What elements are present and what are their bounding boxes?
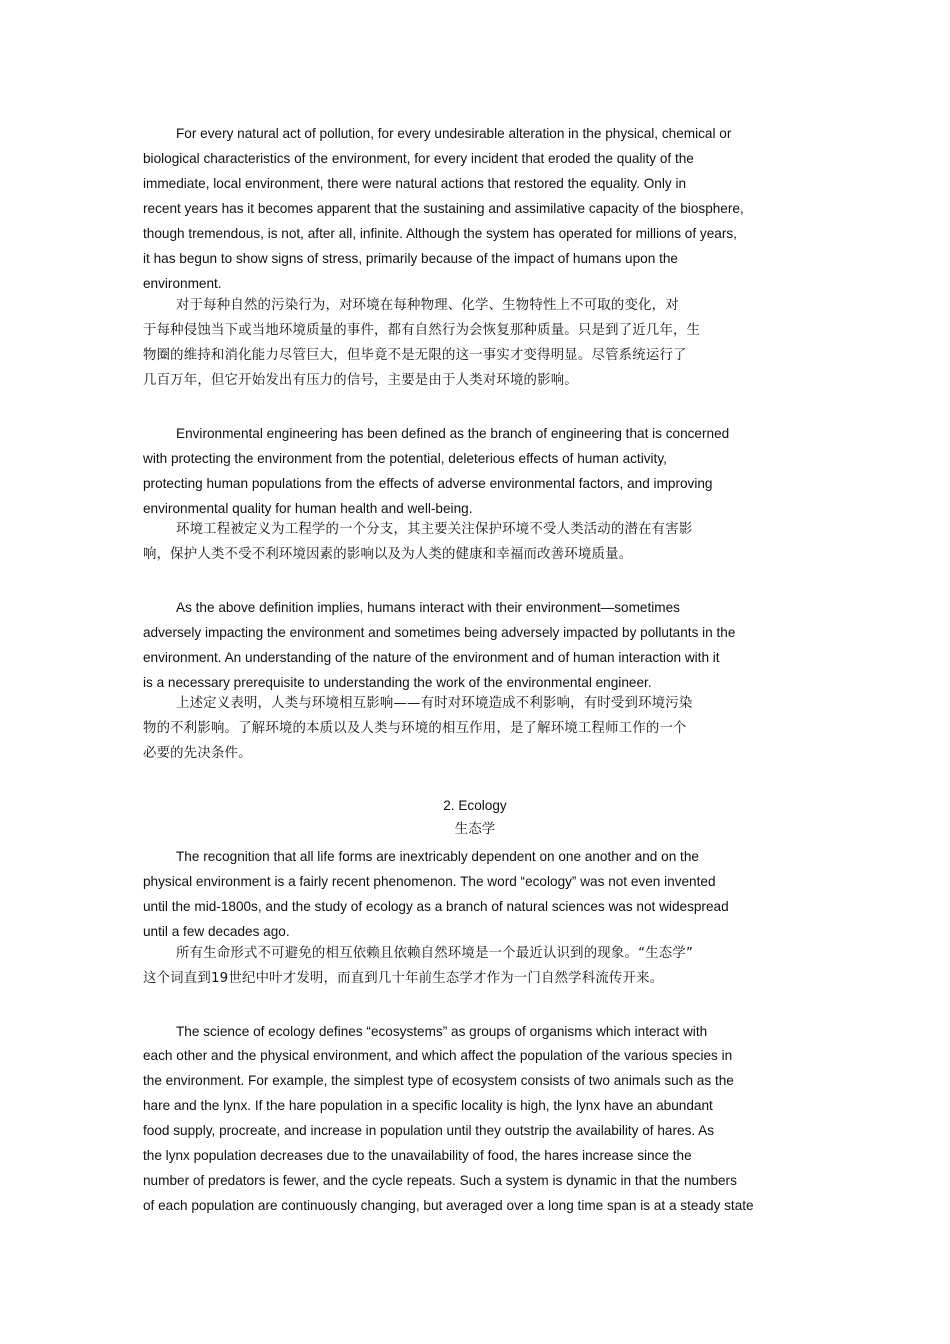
p3-cn-line-3: 必要的先决条件。 bbox=[143, 746, 252, 761]
p2-en-line-3: protecting human populations from the effects of adverse environmental factors, and improving bbox=[143, 476, 713, 491]
p5-en-line-4: hare and the lynx. If the hare population in a specific locality is high, the lynx have an abundant bbox=[143, 1098, 713, 1113]
p1-en-line-1: For every natural act of pollution, for every undesirable alteration in the physical, chemical or bbox=[176, 126, 732, 141]
p1-en-line-2: biological characteristics of the environment, for every incident that eroded the quality of the bbox=[143, 151, 694, 166]
p2-en-line-2: with protecting the environment from the potential, deleterious effects of human activity, bbox=[143, 451, 667, 466]
p4-cn-line-1: 所有生命形式不可避免的相互依赖且依赖自然环境是一个最近认识到的现象。“生态学” bbox=[176, 946, 694, 961]
p5-en-line-7: number of predators is fewer, and the cycle repeats. Such a system is dynamic in that the numbers bbox=[143, 1173, 737, 1188]
p2-cn-line-2: 响，保护人类不受不利环境因素的影响以及为人类的健康和幸福而改善环境质量。 bbox=[143, 547, 633, 562]
p5-en-line-1: The science of ecology defines “ecosystems” as groups of organisms which interact with bbox=[176, 1024, 708, 1039]
p2-en-line-4: environmental quality for human health and well-being. bbox=[143, 501, 473, 516]
p1-en-line-7: environment. bbox=[143, 276, 222, 291]
p1-cn-line-2: 于每种侵蚀当下或当地环境质量的事件，都有自然行为会恢复那种质量。只是到了近几年，生 bbox=[143, 323, 701, 338]
p4-cn-line-2: 这个词直到19世纪中叶才发明，而直到几十年前生态学才作为一门自然学科流传开来。 bbox=[143, 971, 664, 986]
p4-en-line-3: until the mid-1800s, and the study of ecology as a branch of natural sciences was not widespread bbox=[143, 899, 729, 914]
p1-en-line-6: it has begun to show signs of stress, primarily because of the impact of humans upon the bbox=[143, 251, 678, 266]
p5-en-line-2: each other and the physical environment, and which affect the population of the various species in bbox=[143, 1048, 733, 1063]
p1-en-line-3: immediate, local environment, there were natural actions that restored the equality. Only in bbox=[143, 176, 687, 191]
p3-cn-line-2: 物的不利影响。了解环境的本质以及人类与环境的相互作用，是了解环境工程师工作的一个 bbox=[143, 721, 687, 736]
p3-en-line-2: adversely impacting the environment and sometimes being adversely impacted by pollutants in the bbox=[143, 625, 736, 640]
section-heading: 2. Ecology bbox=[443, 798, 507, 813]
p5-en-line-6: the lynx population decreases due to the unavailability of food, the hares increase since the bbox=[143, 1148, 692, 1163]
p3-en-line-1: As the above definition implies, humans interact with their environment—sometimes bbox=[176, 600, 680, 615]
p1-cn-line-4: 几百万年，但它开始发出有压力的信号，主要是由于人类对环境的影响。 bbox=[143, 373, 578, 388]
p5-en-line-3: the environment. For example, the simplest type of ecosystem consists of two animals such as the bbox=[143, 1073, 734, 1088]
p5-en-line-5: food supply, procreate, and increase in population until they outstrip the availability of hares. As bbox=[143, 1123, 715, 1138]
p5-en-line-8: of each population are continuously changing, but averaged over a long time span is at a steady state bbox=[143, 1198, 754, 1213]
p4-en-line-2: physical environment is a fairly recent phenomenon. The word “ecology” was not even invented bbox=[143, 874, 716, 889]
p2-cn-line-1: 环境工程被定义为工程学的一个分支，其主要关注保护环境不受人类活动的潜在有害影 bbox=[176, 522, 693, 537]
p3-en-line-3: environment. An understanding of the nature of the environment and of human interaction with it bbox=[143, 650, 720, 665]
section-heading-cn: 生态学 bbox=[454, 821, 496, 837]
p2-en-line-1: Environmental engineering has been defined as the branch of engineering that is concerned bbox=[176, 426, 730, 441]
p1-en-line-4: recent years has it becomes apparent that the sustaining and assimilative capacity of the biosphere, bbox=[143, 201, 744, 216]
p1-cn-line-1: 对于每种自然的污染行为，对环境在每种物理、化学、生物特性上不可取的变化，对 bbox=[176, 298, 679, 313]
p4-en-line-4: until a few decades ago. bbox=[143, 924, 290, 939]
p4-en-line-1: The recognition that all life forms are inextricably dependent on one another and on the bbox=[176, 849, 699, 864]
p1-en-line-5: though tremendous, is not, after all, infinite. Although the system has operated for millions of years, bbox=[143, 226, 737, 241]
p3-en-line-4: is a necessary prerequisite to understanding the work of the environmental engineer. bbox=[143, 675, 652, 690]
p1-cn-line-3: 物圈的维持和消化能力尽管巨大，但毕竟不是无限的这一事实才变得明显。尽管系统运行了 bbox=[143, 348, 687, 363]
p3-cn-line-1: 上述定义表明，人类与环境相互影响——有时对环境造成不利影响，有时受到环境污染 bbox=[176, 696, 693, 711]
